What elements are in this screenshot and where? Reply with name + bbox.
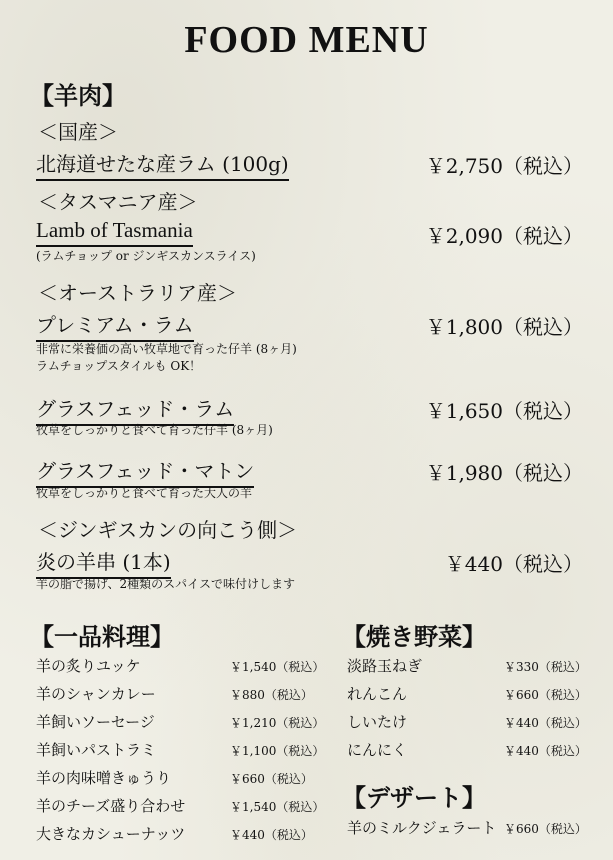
menu-item-price: ￥440（税込） bbox=[504, 716, 587, 730]
menu-item-price: ￥660（税込） bbox=[230, 772, 313, 786]
tasmania-subheading: ＜タスマニア産＞ bbox=[38, 190, 198, 214]
lamb-heading: 【羊肉】 bbox=[30, 81, 126, 110]
dessert-heading: 【デザート】 bbox=[342, 783, 486, 812]
australia-subheading: ＜オーストラリア産＞ bbox=[38, 281, 237, 305]
menu-item-price: ￥330（税込） bbox=[504, 660, 587, 674]
menu-item-name: 羊の肉味噌きゅうり bbox=[36, 769, 172, 787]
tasmania-lamb-desc: (ラムチョップ or ジンギスカンスライス) bbox=[36, 249, 256, 263]
menu-item-price: ￥440（税込） bbox=[230, 828, 313, 842]
menu-item-price: ￥1,540（税込） bbox=[230, 660, 325, 674]
vegetables-heading: 【焼き野菜】 bbox=[342, 622, 486, 651]
menu-item-name: 大きなカシューナッツ bbox=[36, 825, 186, 843]
menu-item-price: ￥1,210（税込） bbox=[230, 716, 325, 730]
menu-item-price: ￥660（税込） bbox=[504, 822, 587, 836]
hokkaido-lamb-price: ￥2,750（税込） bbox=[425, 154, 583, 178]
grassfed-mutton-price: ￥1,980（税込） bbox=[425, 461, 583, 485]
menu-item-price: ￥660（税込） bbox=[504, 688, 587, 702]
menu-item-name: れんこん bbox=[347, 685, 408, 703]
premium-lamb-desc-1: 非常に栄養価の高い牧草地で育った仔羊 (8ヶ月) bbox=[36, 342, 297, 356]
tasmania-lamb-price: ￥2,090（税込） bbox=[425, 224, 583, 248]
skewer-name: 炎の羊串 (1本) bbox=[36, 546, 171, 579]
menu-item-price: ￥1,100（税込） bbox=[230, 744, 325, 758]
grassfed-mutton-name: グラスフェッド・マトン bbox=[36, 455, 254, 488]
menu-item-price: ￥880（税込） bbox=[230, 688, 313, 702]
ippin-heading: 【一品料理】 bbox=[30, 622, 174, 651]
hokkaido-lamb-name: 北海道せたな産ラム (100g) bbox=[36, 148, 289, 181]
tasmania-lamb-name: Lamb of Tasmania bbox=[36, 218, 193, 247]
premium-lamb-desc-2: ラムチョップスタイルも OK！ bbox=[36, 359, 202, 373]
menu-item-name: 羊飼いパストラミ bbox=[36, 741, 157, 759]
grassfed-lamb-desc: 牧草をしっかりと食べて育った仔羊 (8ヶ月) bbox=[36, 423, 273, 437]
page-title: FOOD MENU bbox=[184, 19, 429, 61]
beyond-subheading: ＜ジンギスカンの向こう側＞ bbox=[38, 518, 298, 542]
menu-item-name: 羊のチーズ盛り合わせ bbox=[36, 797, 186, 815]
skewer-desc: 羊の脂で揚げ、2種類のスパイスで味付けします bbox=[36, 577, 296, 591]
grassfed-mutton-desc: 牧草をしっかりと食べて育った大人の羊 bbox=[36, 486, 253, 500]
menu-item-name: 淡路玉ねぎ bbox=[347, 657, 423, 675]
skewer-price: ￥440（税込） bbox=[444, 552, 583, 576]
premium-lamb-name: プレミアム・ラム bbox=[36, 309, 194, 342]
menu-item-price: ￥1,540（税込） bbox=[230, 800, 325, 814]
grassfed-lamb-price: ￥1,650（税込） bbox=[425, 399, 583, 423]
menu-item-name: 羊飼いソーセージ bbox=[36, 713, 155, 731]
grassfed-lamb-name: グラスフェッド・ラム bbox=[36, 393, 234, 426]
menu-item-price: ￥440（税込） bbox=[504, 744, 587, 758]
menu-item-name: にんにく bbox=[347, 741, 408, 759]
menu-item-name: しいたけ bbox=[347, 713, 408, 731]
premium-lamb-price: ￥1,800（税込） bbox=[425, 315, 583, 339]
menu-item-name: 羊の炙りユッケ bbox=[36, 657, 141, 675]
menu-item-name: 羊のミルクジェラート bbox=[347, 819, 497, 837]
domestic-subheading: ＜国産＞ bbox=[38, 120, 118, 144]
menu-item-name: 羊のシャンカレー bbox=[36, 685, 156, 703]
